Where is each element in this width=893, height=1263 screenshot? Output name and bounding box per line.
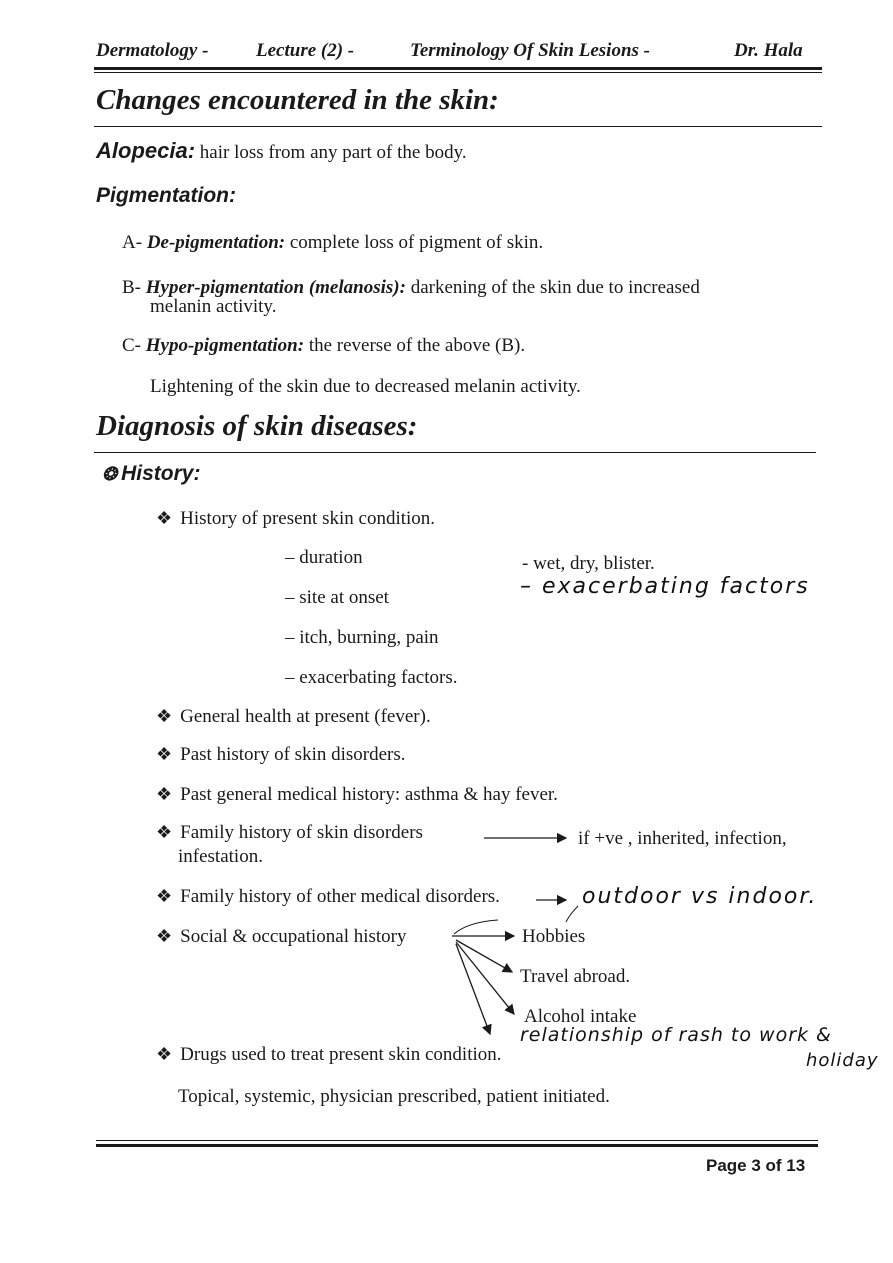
diamond-bullet-icon: ❖ [156,822,173,842]
header-author: Dr. Hala [734,40,803,61]
footer-rule-thin [96,1140,818,1141]
bullet-text: Past history of skin disorders. [180,744,406,765]
item-marker: A- [122,232,143,253]
handwritten-outdoor: outdoor vs indoor. [582,884,818,909]
diamond-bullet-icon: ❖ [156,508,173,528]
family-skin-arrow-text: if +ve , inherited, infection, [578,828,787,849]
pigmentation-title: Pigmentation: [96,184,236,207]
handwritten-holiday: holiday [806,1050,879,1071]
item-term: Hyper-pigmentation (melanosis): [145,277,406,298]
header-topic: Terminology Of Skin Lesions - [410,40,650,61]
history-title: History: [121,462,201,485]
drugs-detail: Topical, systemic, physician prescribed, patient initiated. [178,1086,610,1107]
item-term: Hypo-pigmentation: [145,335,305,356]
diamond-bullet-icon: ❖ [156,744,173,764]
bullet-text: Social & occupational history [180,926,407,947]
handwritten-relationship: relationship of rash to work & [520,1024,832,1046]
handwritten-exacerbating: – exacerbating factors [520,574,810,599]
diamond-bullet-icon: ❖ [156,706,173,726]
alcohol-arrow [456,942,514,1014]
outdoor-stroke [566,906,578,922]
bullet-text: Drugs used to treat present skin condition. [180,1044,502,1065]
bullet-text: History of present skin condition. [180,508,436,529]
sub-item-exacerbating: – exacerbating factors. [285,667,458,688]
bullet-text: Family history of skin disorders [180,822,423,843]
item-marker: B- [122,277,141,298]
sub-item-itch: – itch, burning, pain [285,627,439,648]
hobbies-stroke [454,920,498,934]
sub-item-wet-dry: - wet, dry, blister. [522,553,655,574]
branch-travel: Travel abroad. [520,966,631,987]
bullet-text: General health at present (fever). [180,706,431,727]
section-title-changes: Changes encountered in the skin: [96,84,499,116]
header-subject: Dermatology - [96,40,209,61]
item-def: the reverse of the above (B). [304,335,526,356]
relationship-arrow [456,944,490,1034]
lightening-text: Lightening of the skin due to decreased melanin activity. [150,376,581,397]
alopecia-definition: hair loss from any part of the body. [195,142,467,163]
diamond-bullet-icon: ❖ [156,1044,173,1064]
family-skin-cont: infestation. [178,846,263,867]
sub-item-duration: – duration [285,547,363,568]
item-marker: C- [122,335,141,356]
item-def: complete loss of pigment of skin. [285,232,544,253]
item-term: De-pigmentation: [146,232,286,253]
diamond-bullet-icon: ❖ [156,886,173,906]
pigment-item-b-cont: melanin activity. [150,296,277,317]
section-title-diagnosis: Diagnosis of skin diseases: [96,410,418,442]
footer-rule [96,1144,818,1147]
diamond-bullet-icon: ❖ [156,926,173,946]
page-number: Page 3 of 13 [706,1156,806,1175]
alopecia-term: Alopecia: [96,138,196,163]
item-def: darkening of the skin due to increased [405,277,700,298]
diamond-bullet-icon: ❖ [156,784,173,804]
bullet-text: Family history of other medical disorders. [180,886,500,907]
bullet-text: Past general medical history: asthma & hay fever. [180,784,558,805]
gear-bullet-icon: ❂ [102,464,118,484]
branch-alcohol: Alcohol intake [524,1006,637,1027]
sub-item-site: – site at onset [285,587,389,608]
branch-hobbies: Hobbies [522,926,586,947]
header-lecture: Lecture (2) - [256,40,355,61]
